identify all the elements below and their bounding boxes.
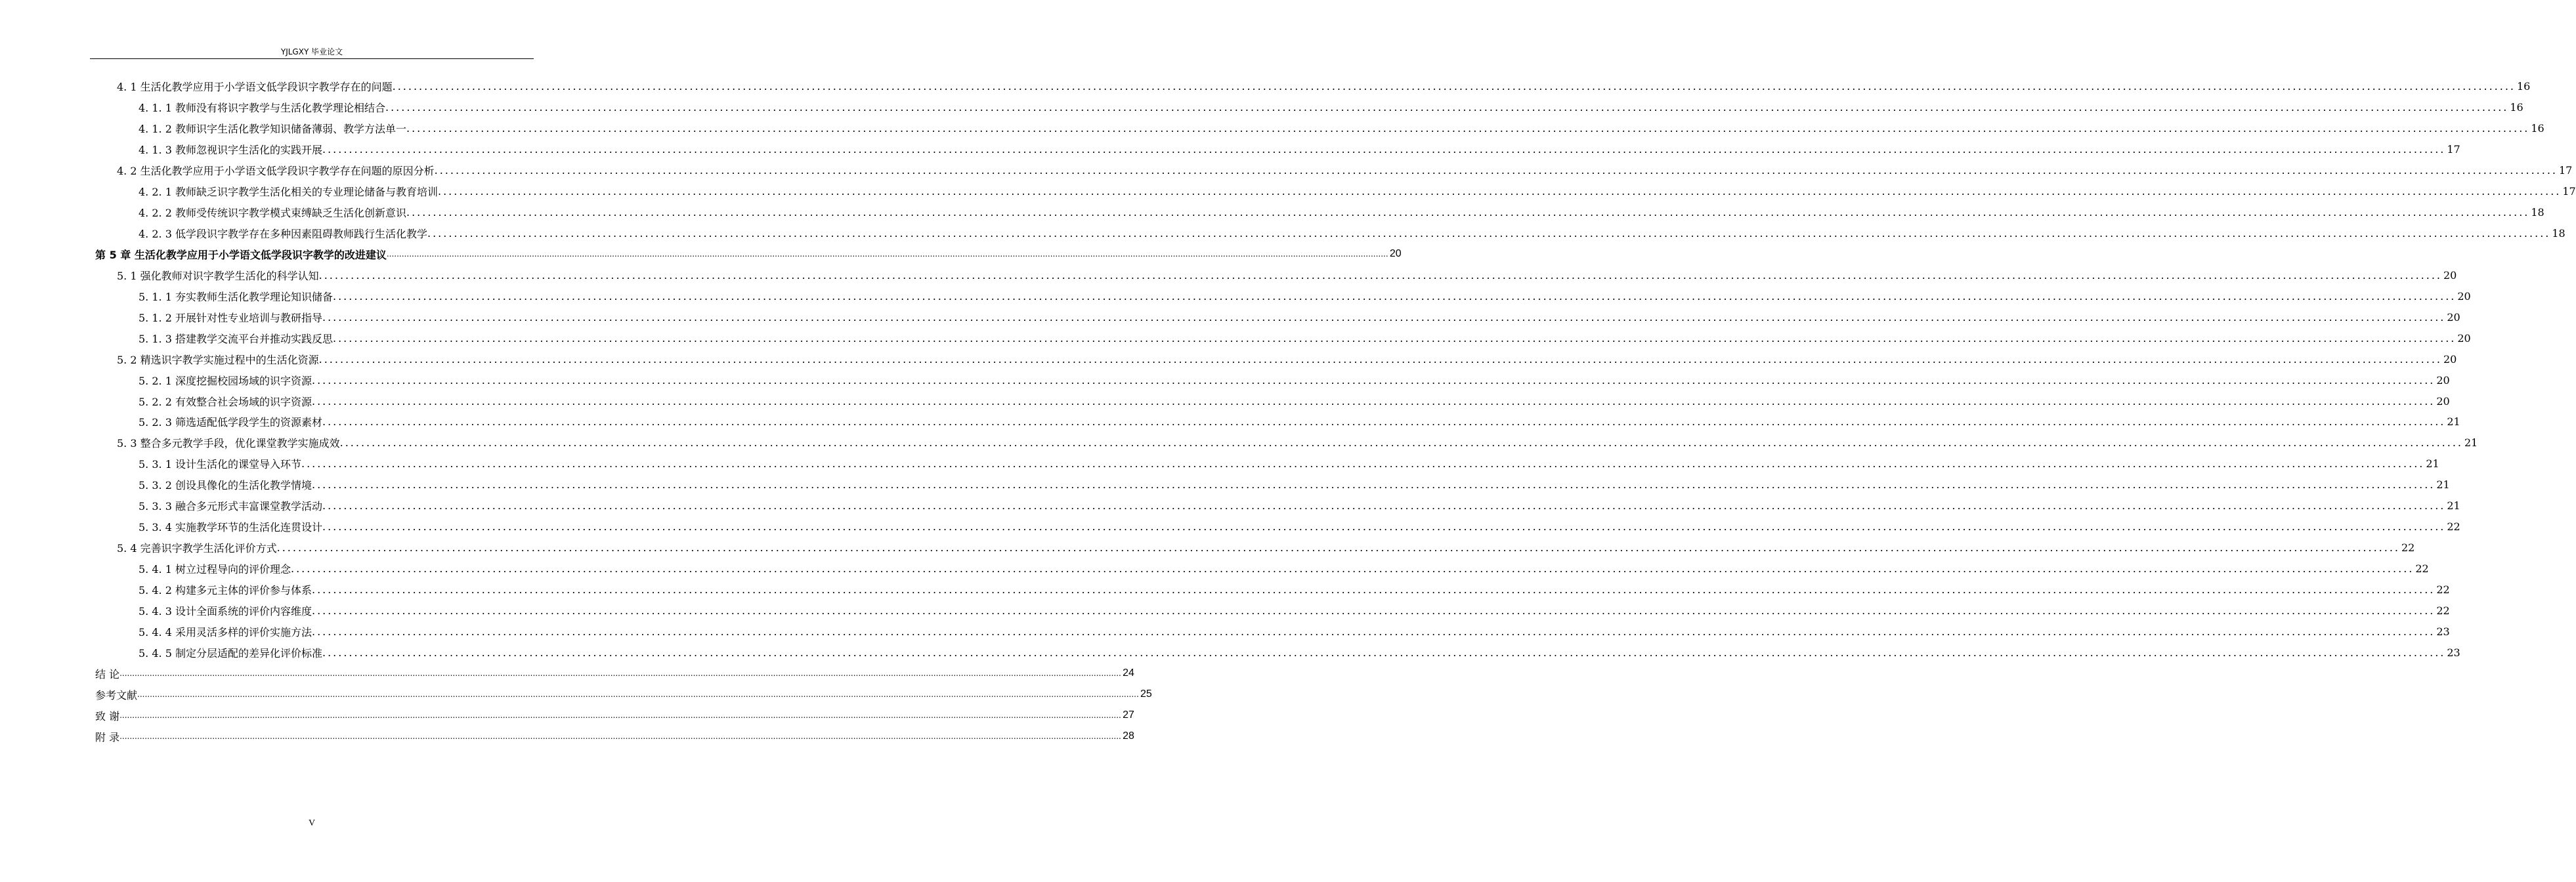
toc-leader-dots: ................................................................................................................................................................................................................................................................................................................................................................................................................ xyxy=(322,143,2446,156)
toc-entry-title: 第 5 章 生活化教学应用于小学语文低学段识字教学的改进建议 xyxy=(95,248,387,261)
toc-entry[interactable] xyxy=(95,600,2450,621)
toc-leader-dots: ................................................................................................................................................................................................................................................................................................................................................................................................................ xyxy=(119,732,1121,742)
toc-entry-title: 4. 1. 1 教师没有将识字教学与生活化教学理论相结合 xyxy=(139,102,385,115)
toc-entry[interactable] xyxy=(95,663,1134,684)
toc-entry-title: 5. 4. 3 设计全面系统的评价内容维度 xyxy=(139,604,312,618)
toc-entry-title: 5. 3. 4 实施教学环节的生活化连贯设计 xyxy=(139,521,322,534)
toc-entry-title: 5. 3. 2 创设具像化的生活化教学情境 xyxy=(139,479,312,492)
toc-entry[interactable] xyxy=(95,244,1402,265)
toc-entry-title: 4. 2. 1 教师缺乏识字教学生活化相关的专业理论储备与教育培训 xyxy=(139,186,438,199)
toc-entry[interactable] xyxy=(95,348,2457,369)
toc-entry[interactable] xyxy=(95,453,2439,474)
toc-entry-page: 28 xyxy=(1123,730,1134,742)
toc-leader-dots: ................................................................................................................................................................................................................................................................................................................................................................................................................ xyxy=(406,206,2530,219)
toc-entry[interactable] xyxy=(95,223,2565,244)
toc-entry[interactable] xyxy=(95,390,2450,411)
toc-entry[interactable] xyxy=(95,684,1152,705)
toc-entry-title: 4. 1. 2 教师识字生活化教学知识储备薄弱、教学方法单一 xyxy=(139,123,406,136)
toc-entry-page: 21 xyxy=(2436,478,2450,492)
toc-entry-title: 5. 4. 1 树立过程导向的评价理念 xyxy=(139,563,291,576)
toc-entry[interactable] xyxy=(95,118,2544,139)
toc-entry-title: 5. 4. 4 采用灵活多样的评价实施方法 xyxy=(139,625,312,639)
toc-leader-dots: ................................................................................................................................................................................................................................................................................................................................................................................................................ xyxy=(332,289,2457,303)
toc-entry[interactable] xyxy=(95,327,2471,348)
toc-leader-dots: ................................................................................................................................................................................................................................................................................................................................................................................................................ xyxy=(322,499,2446,513)
toc-entry-page: 20 xyxy=(2457,289,2471,303)
toc-entry-page: 20 xyxy=(2443,268,2457,282)
toc-leader-dots: ................................................................................................................................................................................................................................................................................................................................................................................................................ xyxy=(339,436,2463,450)
toc-entry-page: 22 xyxy=(2436,604,2450,617)
page-number: V xyxy=(308,818,316,828)
toc-leader-dots: ................................................................................................................................................................................................................................................................................................................................................................................................................ xyxy=(137,690,1139,700)
toc-entry-page: 20 xyxy=(2436,394,2450,408)
toc-entry-page: 25 xyxy=(1140,688,1152,700)
toc-entry[interactable] xyxy=(95,181,2576,202)
toc-entry[interactable] xyxy=(95,264,2457,285)
toc-entry-page: 22 xyxy=(2436,583,2450,596)
toc-entry[interactable] xyxy=(95,160,2573,181)
toc-entry-page: 20 xyxy=(2457,331,2471,345)
toc-leader-dots: ................................................................................................................................................................................................................................................................................................................................................................................................................ xyxy=(311,394,2436,408)
toc-leader-dots: ................................................................................................................................................................................................................................................................................................................................................................................................................ xyxy=(322,310,2446,324)
toc-entry-page: 22 xyxy=(2401,541,2415,555)
toc-entry[interactable] xyxy=(95,495,2460,516)
toc-entry-title: 5. 2. 2 有效整合社会场域的识字资源 xyxy=(139,395,312,408)
toc-leader-dots: ................................................................................................................................................................................................................................................................................................................................................................................................................ xyxy=(437,185,2562,198)
toc-entry-page: 20 xyxy=(2443,352,2457,366)
toc-entry-page: 22 xyxy=(2415,562,2429,576)
toc-leader-dots: ................................................................................................................................................................................................................................................................................................................................................................................................................ xyxy=(311,478,2436,492)
toc-entry[interactable] xyxy=(95,726,1134,747)
toc-entry-page: 17 xyxy=(2562,185,2576,198)
toc-entry-title: 5. 4. 2 构建多元主体的评价参与体系 xyxy=(139,583,312,597)
toc-entry-page: 20 xyxy=(1389,248,1402,260)
toc-leader-dots: ................................................................................................................................................................................................................................................................................................................................................................................................................ xyxy=(386,249,1388,259)
toc-leader-dots: ................................................................................................................................................................................................................................................................................................................................................................................................................ xyxy=(318,268,2442,282)
toc-leader-dots: ................................................................................................................................................................................................................................................................................................................................................................................................................ xyxy=(427,227,2551,240)
toc-entry-title: 4. 1 生活化教学应用于小学语文低学段识字教学存在的问题 xyxy=(117,81,393,94)
toc-entry-page: 24 xyxy=(1123,667,1134,679)
toc-leader-dots: ................................................................................................................................................................................................................................................................................................................................................................................................................ xyxy=(332,331,2457,345)
toc-entry-page: 18 xyxy=(2531,206,2544,219)
toc-entry-page: 20 xyxy=(2436,373,2450,387)
toc-entry-page: 21 xyxy=(2447,415,2460,429)
toc-entry[interactable] xyxy=(95,139,2460,160)
toc-entry[interactable] xyxy=(95,642,2460,663)
toc-entry-page: 22 xyxy=(2447,520,2460,534)
toc-entry-title: 4. 2 生活化教学应用于小学语文低学段识字教学存在问题的原因分析 xyxy=(117,165,435,178)
toc-entry-title: 5. 1 强化教师对识字教学生活化的科学认知 xyxy=(117,269,319,282)
toc-entry-page: 27 xyxy=(1123,709,1134,721)
toc-entry-title: 5. 2. 1 深度挖掘校园场域的识字资源 xyxy=(139,374,312,387)
toc-entry-page: 17 xyxy=(2447,143,2460,156)
toc-leader-dots: ................................................................................................................................................................................................................................................................................................................................................................................................................ xyxy=(318,352,2442,366)
toc-entry-page: 23 xyxy=(2447,646,2460,659)
toc-entry-title: 5. 1. 2 开展针对性专业培训与教研指导 xyxy=(139,311,322,324)
table-of-contents xyxy=(95,76,2576,747)
toc-entry-title: 5. 1. 3 搭建教学交流平台并推动实践反思 xyxy=(139,332,333,345)
toc-entry-title: 4. 2. 3 低学段识字教学存在多种因素阻碍教师践行生活化教学 xyxy=(139,228,427,241)
toc-entry-title: 致 谢 xyxy=(95,709,120,723)
toc-entry-title: 5. 2 精选识字教学实施过程中的生活化资源 xyxy=(117,353,319,366)
toc-entry-page: 17 xyxy=(2559,164,2573,177)
toc-entry-page: 23 xyxy=(2436,625,2450,638)
toc-entry-page: 16 xyxy=(2531,122,2544,135)
toc-entry[interactable] xyxy=(95,369,2450,390)
toc-entry-title: 5. 1. 1 夯实教师生活化教学理论知识储备 xyxy=(139,290,333,303)
toc-entry[interactable] xyxy=(95,579,2450,600)
toc-leader-dots: ................................................................................................................................................................................................................................................................................................................................................................................................................ xyxy=(119,711,1121,721)
toc-entry-page: 21 xyxy=(2426,457,2439,471)
page-header: YJLGXY 毕业论文 xyxy=(280,47,343,56)
toc-leader-dots: ................................................................................................................................................................................................................................................................................................................................................................................................................ xyxy=(322,520,2446,534)
toc-entry[interactable] xyxy=(95,285,2471,306)
toc-entry-page: 21 xyxy=(2464,436,2478,450)
toc-entry-title: 5. 3. 1 设计生活化的课堂导入环节 xyxy=(139,458,301,471)
toc-leader-dots: ................................................................................................................................................................................................................................................................................................................................................................................................................ xyxy=(311,373,2436,387)
toc-entry-page: 16 xyxy=(2510,101,2523,114)
toc-entry[interactable] xyxy=(95,537,2415,558)
toc-leader-dots: ................................................................................................................................................................................................................................................................................................................................................................................................................ xyxy=(322,415,2446,429)
toc-leader-dots: ................................................................................................................................................................................................................................................................................................................................................................................................................ xyxy=(311,625,2436,638)
toc-entry-title: 5. 4 完善识字教学生活化评价方式 xyxy=(117,542,277,555)
toc-leader-dots: ................................................................................................................................................................................................................................................................................................................................................................................................................ xyxy=(322,646,2446,659)
toc-entry[interactable] xyxy=(95,97,2523,118)
toc-entry[interactable] xyxy=(95,516,2460,537)
toc-entry-title: 参考文献 xyxy=(95,688,138,702)
toc-entry-title: 附 录 xyxy=(95,730,120,744)
toc-entry-page: 20 xyxy=(2447,310,2460,324)
toc-entry[interactable] xyxy=(95,76,2531,97)
toc-leader-dots: ................................................................................................................................................................................................................................................................................................................................................................................................................ xyxy=(276,541,2400,555)
toc-entry[interactable] xyxy=(95,411,2460,432)
toc-entry-title: 4. 1. 3 教师忽视识字生活化的实践开展 xyxy=(139,144,322,157)
toc-entry[interactable] xyxy=(95,558,2429,579)
toc-leader-dots: ................................................................................................................................................................................................................................................................................................................................................................................................................ xyxy=(406,122,2530,135)
toc-leader-dots: ................................................................................................................................................................................................................................................................................................................................................................................................................ xyxy=(311,583,2436,596)
toc-entry-title: 5. 3. 3 融合多元形式丰富课堂教学活动 xyxy=(139,500,322,513)
toc-entry-page: 16 xyxy=(2517,80,2531,93)
toc-entry-title: 4. 2. 2 教师受传统识字教学模式束缚缺乏生活化创新意识 xyxy=(139,207,406,220)
toc-entry-title: 5. 2. 3 筛选适配低学段学生的资源素材 xyxy=(139,416,322,429)
toc-entry[interactable] xyxy=(95,202,2544,223)
toc-entry[interactable] xyxy=(95,621,2450,642)
toc-entry[interactable] xyxy=(95,705,1134,726)
toc-entry[interactable] xyxy=(95,432,2478,453)
toc-leader-dots: ................................................................................................................................................................................................................................................................................................................................................................................................................ xyxy=(290,562,2415,576)
toc-leader-dots: ................................................................................................................................................................................................................................................................................................................................................................................................................ xyxy=(311,604,2436,617)
header-rule xyxy=(90,58,534,59)
toc-leader-dots: ................................................................................................................................................................................................................................................................................................................................................................................................................ xyxy=(119,669,1121,679)
toc-entry-page: 21 xyxy=(2447,499,2460,513)
toc-leader-dots: ................................................................................................................................................................................................................................................................................................................................................................................................................ xyxy=(385,101,2509,114)
toc-entry[interactable] xyxy=(95,306,2460,327)
toc-entry-title: 5. 3 整合多元教学手段，优化课堂教学实施成效 xyxy=(117,437,340,450)
toc-entry-title: 结 论 xyxy=(95,667,120,681)
toc-entry[interactable] xyxy=(95,474,2450,495)
toc-leader-dots: ................................................................................................................................................................................................................................................................................................................................................................................................................ xyxy=(301,457,2425,471)
toc-leader-dots: ................................................................................................................................................................................................................................................................................................................................................................................................................ xyxy=(434,164,2558,177)
toc-entry-page: 18 xyxy=(2552,227,2565,240)
toc-entry-title: 5. 4. 5 制定分层适配的差异化评价标准 xyxy=(139,646,322,660)
toc-leader-dots: ................................................................................................................................................................................................................................................................................................................................................................................................................ xyxy=(392,80,2516,93)
